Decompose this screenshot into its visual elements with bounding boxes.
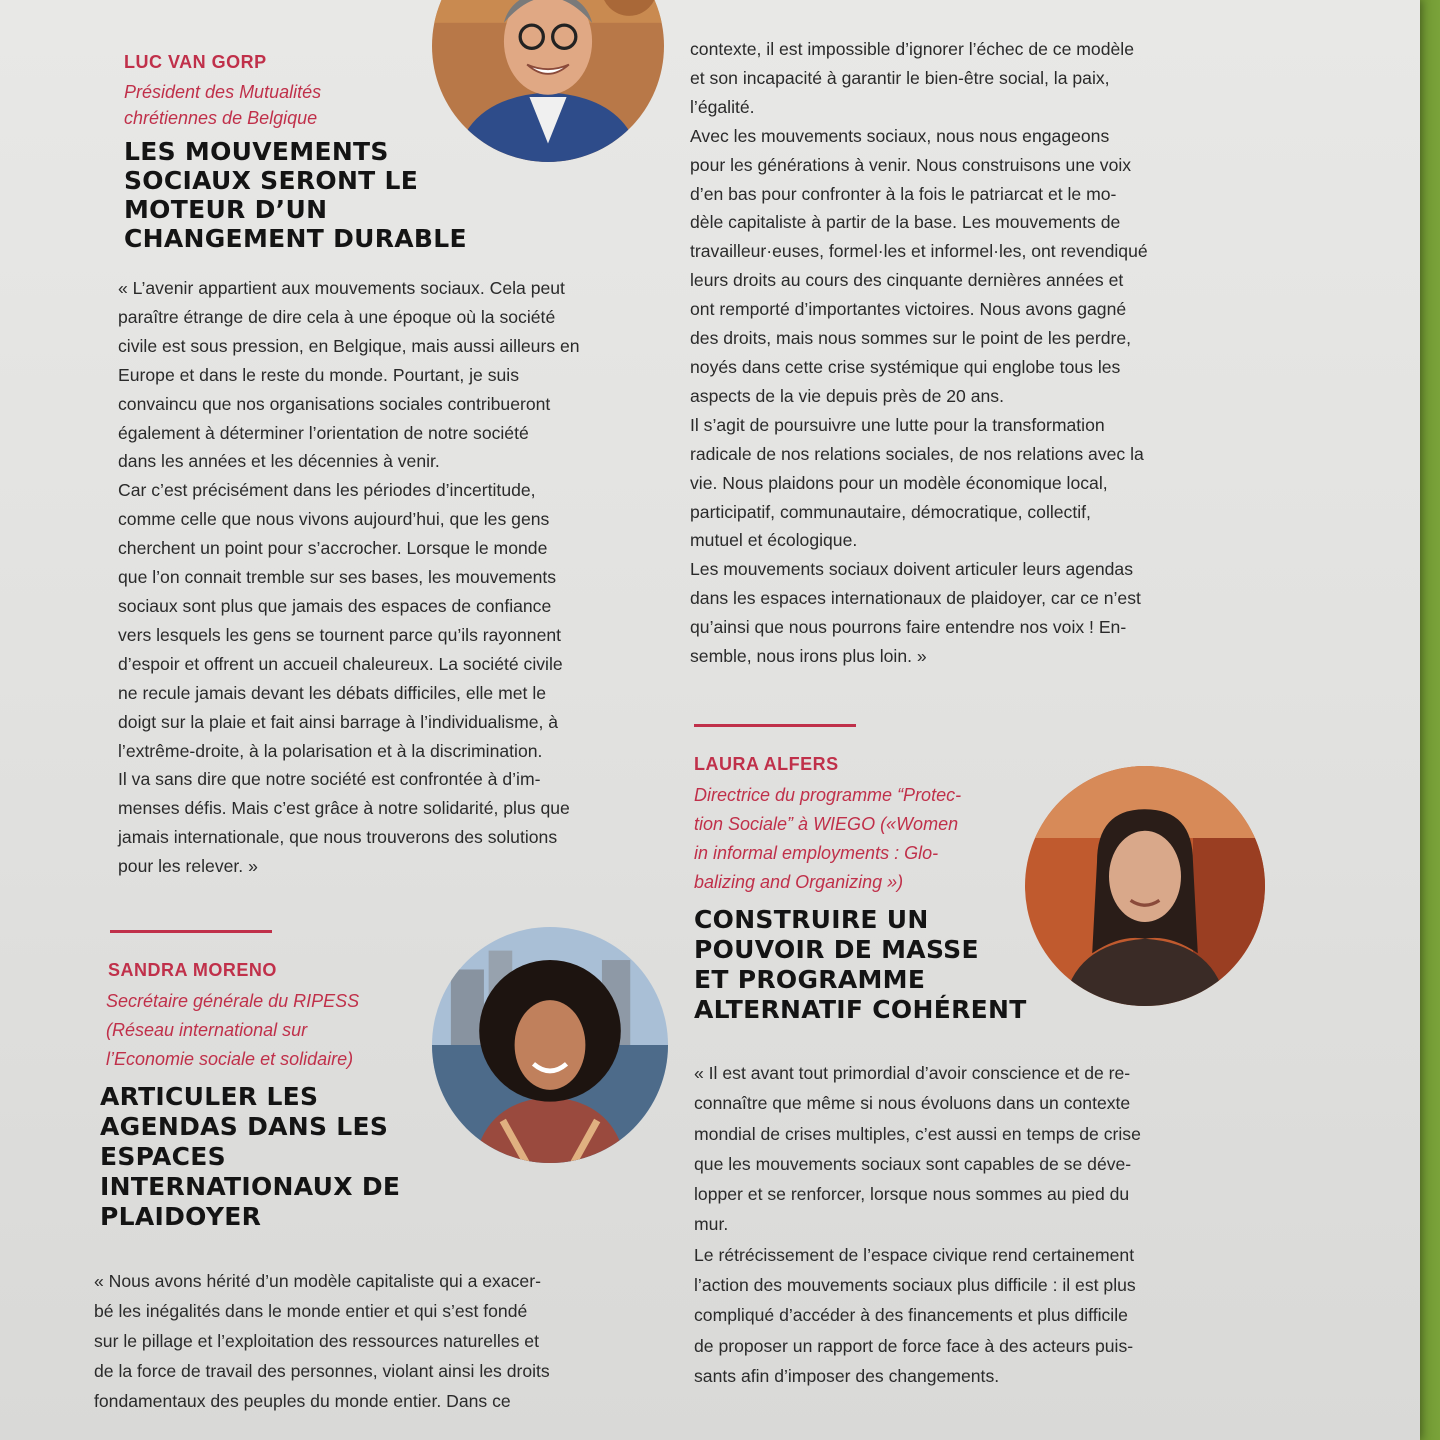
article-title: CONSTRUIRE UN POUVOIR DE MASSE ET PROGRAMME ALTERNATIF COHÉRENT bbox=[694, 905, 1027, 1024]
article-body-luc: « L’avenir appartient aux mouvements sociaux. Cela peut paraître étrange de dire cela à une époque où la société civile est sous pression, en Belgique, mais aussi ailleurs en Europe et dans le reste du monde. Pourtant, je suis convaincu que nos organisations sociales contribueront également à déterminer l’orientation de notre société dans les années et les décennies à venir. Car c’est précisément dans les périodes d’incertitude, comme celle que nous vivons aujourd’hui, que les gens cherchent un point pour s’accrocher. Lorsque le monde que l’on connait tremble sur ses bases, les mouvements sociaux sont plus que jamais des espaces de confiance vers lesquels les gens se tournent parce qu’ils rayonnent d’espoir et offrent un accueil chaleureux. La société civile ne recule jamais devant les débats difficiles, elle met le doigt sur la plaie et fait ainsi barrage à l’individualisme, à l’extrême-droite, à la polarisation et à la discrimination. Il va sans dire que notre société est confrontée à d’im- menses défis. Mais c’est grâce à notre solidarité, plus que jamais internationale, que nous trouverons des solutions pour les relever. » bbox=[118, 278, 580, 877]
section-divider bbox=[110, 930, 272, 933]
person-name: SANDRA MORENO bbox=[108, 960, 277, 980]
article-body-sandra: « Nous avons hérité d’un modèle capitaliste qui a exacer- bé les inégalités dans le monde entier et qui s’est fondé sur le pillage et l’exploitation des ressources naturelles et de la force de travail des personnes, violant ainsi les droits fondamentaux des peuples du monde entier. Dans ce bbox=[94, 1271, 550, 1411]
person-role: Secrétaire générale du RIPESS (Réseau international sur l’Economie sociale et solidaire) bbox=[106, 991, 360, 1069]
profile-sandra-moreno bbox=[100, 960, 440, 1232]
article-title: ARTICULER LES AGENDAS DANS LES ESPACES INTERNATIONAUX DE PLAIDOYER bbox=[100, 1082, 401, 1231]
person-role: Directrice du programme “Protec- tion Sociale” à WIEGO («Women in informal employments : Glo- balizing and Organizing ») bbox=[694, 785, 962, 892]
portrait-sandra-moreno bbox=[432, 927, 668, 1163]
person-role: Président des Mutualités chrétiennes de Belgique bbox=[124, 82, 322, 128]
article-title: LES MOUVEMENTS SOCIAUX SERONT LE MOTEUR D’UN CHANGEMENT DURABLE bbox=[124, 137, 467, 253]
article-body-laura: « Il est avant tout primordial d’avoir conscience et de re- connaître que même si nous évoluons dans un contexte mondial de crises multiples, c’est aussi en temps de crise que les mouvements sociaux sont capables de se déve- lopper et se renforcer, lorsque nous sommes au pied du mur. Le rétrécissement de l’espace civique rend certainement l’action des mouvements sociaux plus difficile : il est plus compliqué d’accéder à des financements et plus difficile de proposer un rapport de force face à des acteurs puis- sants afin d’imposer des changements. bbox=[694, 1063, 1141, 1386]
profile-luc-van-gorp bbox=[124, 52, 504, 253]
person-name: LAURA ALFERS bbox=[694, 754, 839, 774]
article-body-sandra-continued: contexte, il est impossible d’ignorer l’échec de ce modèle et son incapacité à garantir le bien-être social, la paix, l’égalité. Avec les mouvements sociaux, nous nous engageons pour les générations à venir. Nous construisons une voix d’en bas pour confronter à la fois le patriarcat et le mo- dèle capitaliste à partir de la base. Les mouvements de travailleur·euses, formel·les et informel·les, ont revendiqué leurs droits au cours des cinquante dernières années et ont remporté d’importantes victoires. Nous avons gagné des droits, mais nous sommes sur le point de les perdre, noyés dans cette crise systémique qui englobe tous les aspects de la vie depuis près de 20 ans. Il s’agit de poursuivre une lutte pour la transformation radicale de nos relations sociales, de nos relations avec la vie. Nous plaidons pour un modèle économique local, participatif, communautaire, démocratique, collectif, mutuel et écologique. Les mouvements sociaux doivent articuler leurs agendas dans les espaces internationaux de plaidoyer, car ce n’est qu’ainsi que nous pourrons faire entendre nos voix ! En- semble, nous irons plus loin. » bbox=[690, 39, 1148, 667]
person-name: LUC VAN GORP bbox=[124, 52, 267, 72]
section-divider bbox=[694, 724, 856, 727]
profile-laura-alfers bbox=[694, 754, 1064, 1025]
